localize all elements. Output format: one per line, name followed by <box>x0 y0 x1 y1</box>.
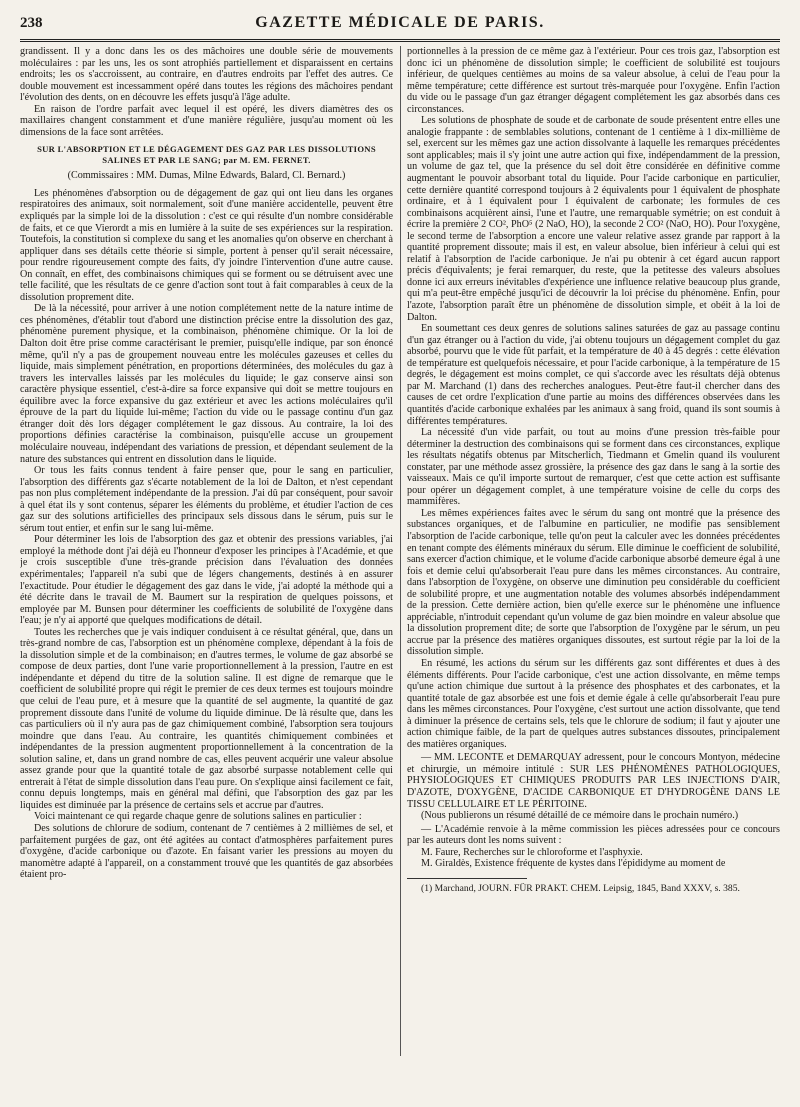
paragraph: M. Giraldès, Existence fréquente de kystes dans l'épididyme au moment de <box>421 858 726 870</box>
paragraph: Or tous les faits connus tendent à faire penser que, pour le sang en particulier, l'absorption des différents gaz s'écarte notablement de la loi de Dalton, et n'est cependant pas non plus complétement indépendante de la pression. J'ai dû par conséquent, pour savoir à quel état ils y sont contenus, séparer les éléments du problème, et étudier l'action de ces gaz sur des solutions artificielles des principaux sels dissous dans le sérum, puis sur le sérum tout entier, et enfin sur le sang lui-même. <box>20 465 393 534</box>
page-number: 238 <box>20 15 43 31</box>
page-header <box>20 14 780 36</box>
paragraph: Des solutions de chlorure de sodium, contenant de 7 centièmes à 2 millièmes de sel, et parfaitement purgées de gaz, ont été agitées au contact d'atmosphères parfaitement pures d'oxygène, d'acide carbonique ou d'azote. En faisant varier les pressions au moyen du manomètre adapté à l'appareil, on a constamment trouvé que les quantités de gaz absorbées étaient pro- <box>20 823 393 881</box>
paragraph: Pour déterminer les lois de l'absorption des gaz et obtenir des pressions variables, j'ai employé la méthode dont j'ai déjà eu l'honneur d'exposer les principes à l'Académie, et que je crois susceptible d'une très-grande précision dans l'évaluation des données expérimentales; l'appareil n'a subi que de légers changements, destinés à en assurer l'exactitude. Pour étudier le dégagement des gaz dans le vide, j'ai adopté la méthode qui a été décrite dans le travail de M. Baumert sur la respiration de quelques poissons, et employée par M. Bunsen pour déterminer les coefficients de solubilité de l'oxygène dans l'eau; je n'y ai apporté que quelques modifications de détail. <box>20 534 393 627</box>
footnote: (1) Marchand, JOURN. FÜR PRAKT. CHEM. Leipsig, 1845, Band XXXV, s. 385. <box>421 882 740 894</box>
commission-line: (Commissaires : MM. Dumas, Milne Edwards, Balard, Cl. Bernard.) <box>67 170 346 182</box>
paragraph: En raison de l'ordre parfait avec lequel il est opéré, les divers diamètres des os maxillaires changent constamment et d'une manière régulière, jusqu'au moment où les dimensions de la face sont arrêtées. <box>20 103 393 138</box>
article-title: SUR L'ABSORPTION ET LE DÉGAGEMENT DES GAZ PAR LES DISSOLUTIONS SALINES ET PAR LE SANG; par M. EM. FERNET. <box>37 144 376 166</box>
footnote-rule <box>407 878 527 879</box>
paragraph: En résumé, les actions du sérum sur les différents gaz sont différentes et dues à des éléments différents. Pour l'acide carbonique, c'est une action dissolvante, en même temps qu'une action chimique due surtout à la présence des phosphates et des carbonates, et la quantité totale de gaz absorbée est une fois et demie égale à celle qu'absorberait l'eau pure dans les mêmes circonstances. Pour l'oxygène, c'est surtout une action dissolvante, que tend à diminuer la présence de certains sels, tels que le chlorure de sodium; il faut y ajouter une action chimique faible, de la part de quelques autres substances dissoutes, principalement des matières organiques. <box>407 657 780 750</box>
paragraph: portionnelles à la pression de ce même gaz à l'extérieur. Pour ces trois gaz, l'absorption est donc ici un phénomène de dissolution simple; le coefficient de solubilité est toujours inférieur, de quelques centièmes au moins de sa valeur absolue, à celui de l'eau pour la même température; cette différence est surtout très-marquée pour l'oxygène. Enfin l'action du vide ou le passage d'un gaz étranger dégagent complétement les gaz absorbés dans ces circonstances. <box>407 46 780 115</box>
right-column <box>407 46 780 1086</box>
paragraph: De là la nécessité, pour arriver à une notion complétement nette de la nature intime de ces phénomènes, d'établir tout d'abord une distinction précise entre la dissolution des gaz, phénomène purement physique, et la combinaison, phénomène chimique. Or la loi de Dalton doit être prise comme caractérisant le premier, puisqu'elle indique, par son énoncé même, qu'il n'y a pas de groupement nouveau entre les molécules gazeuses et celles du liquide, mais simplement pénétration, en proportions déterminées, des molécules du gaz à travers les intervalles laissés par les molécules du liquide; le gaz conserve ainsi son caractère physique essentiel, c'est-à-dire sa force expansive qui doit se mettre toujours en équilibre avec la force expansive du gaz extérieur et avec les actions moléculaires qu'il éprouve de la part du liquide lui-même; l'action du vide ou le passage continu d'un gaz étranger doit dès lors dégager complétement le gaz dissous. Au contraire, la loi des proportions définies caractérise la combinaison, puisqu'elle accuse un groupement moléculaire nouveau, indépendant des variations de pression, et dépendant seulement de la nature des substances qui entrent en dissolution dans le liquide. <box>20 303 393 465</box>
paragraph: grandissent. Il y a donc dans les os des mâchoires une double série de mouvements moléculaires : par les uns, les os sont atrophiés partiellement et disparaissent en certains endroits; les os s'accroissent, au contraire, en d'autres endroits par l'effet des autres. Ce double mouvement est incessamment opéré dans toutes les régions des mâchoires pendant l'évolution des dents, on en découvre les effets jusqu'à l'âge adulte. <box>20 46 393 104</box>
paragraph: Voici maintenant ce qui regarde chaque genre de solutions salines en particulier : <box>34 811 362 823</box>
paragraph: Les solutions de phosphate de soude et de carbonate de soude présentent entre elles une analogie frappante : de semblables solutions, contenant de 1 centième à 1 dix-millième de sel, exercent sur les mêmes gaz une action dissolvante à laquelle les remarques précédentes sont applicables; mais il s'y joint une autre action qui fixe, indépendamment de la pression, un volume de gaz tel, que la présence du sel doit être considérée en définitive comme augmentant le pouvoir absorbant total du liquide. Pour l'acide carbonique en particulier, cette dernière quantité correspond toujours à 2 équivalents pour 1 équivalent de phosphate ordinaire, et à 1 équivalent pour 1 équivalent de carbonate; les formules de ces combinaisons acquièrent ainsi, l'une et l'autre, une remarquable symétrie; on est conduit à écrire la première 2 CO², PhO⁵ (2 NaO, HO), la seconde 2 CO² (NaO, HO). Pour l'oxygène, le second terme de l'absorption a encore une valeur relative assez grande par rapport à la quantité proprement dissoute; mais il est, en valeur absolue, bien inférieur à celui qui est relatif à l'absorption de l'acide carbonique. Je n'ai pu obtenir à cet égard aucun rapport précis d'équivalents; je ferai remarquer, du reste, que la petitesse des valeurs absolues donne ici aux erreurs inévitables d'expérience une influence relative beaucoup plus grande, qui m'a peut-être empêché jusqu'ici de découvrir la loi précise du phénomène. Enfin, pour l'azote, l'absorption paraît être un phénomène de dissolution simple, et obéit à la loi de Dalton. <box>407 115 780 323</box>
paragraph: — MM. LECONTE et DEMARQUAY adressent, pour le concours Montyon, médecine et chirurgie, un mémoire intitulé : SUR LES PHÉNOMÈNES PATHOLOGIQUES, PHYSIOLOGIQUES ET CHIMIQUES PRODUITS PAR LES INJECTIONS D'AIR, D'AZOTE, D'OXYGÈNE, D'ACIDE CARBONIQUE ET D'HYDROGÈNE DANS LE TISSU CELLULAIRE ET LE PÉRITOINE. <box>407 752 780 810</box>
header-rule <box>20 39 780 42</box>
paragraph: La nécessité d'un vide parfait, ou tout au moins d'une pression très-faible pour déterminer la destruction des combinaisons qui se forment dans ces circonstances, explique les résultats négatifs obtenus par Mitscherlich, Tiedmann et Gmelin quand ils voulurent constater, par une méthode assez grossière, la présence des gaz dans le sang à la sortie des vaisseaux. Mais ce qu'il importe surtout de remarquer, c'est que cette action est suffisante pour opérer un dégagement complet, à une température voisine de celle du corps des mammifères. <box>407 427 780 508</box>
left-column <box>20 46 393 1086</box>
journal-title: GAZETTE MÉDICALE DE PARIS. <box>255 14 545 31</box>
paragraph: M. Faure, Recherches sur le chloroforme et l'asphyxie. <box>421 846 643 858</box>
paragraph: Les phénomènes d'absorption ou de dégagement de gaz qui ont lieu dans les organes respiratoires des animaux, soit normalement, soit d'une manière accidentelle, peuvent être expliqués par la simple loi de la dissolution : c'est ce qui résulte d'un nombre considérable de faits, et ce que Vierordt a mis en lumière à la suite de ses expériences sur la respiration. Toutefois, la constitution si complexe du sang et les anomalies qu'on observe en cherchant à appliquer dans ses détails cette théorie si simple, portent à penser qu'il serait nécessaire, pour rendre rigoureusement compte des faits, d'y joindre l'intervention d'une autre cause. On connaît, en effet, des combinaisons chimiques qui se forment ou se détruisent avec une telle facilité, que les résultats de ce genre d'action sont tout à fait comparables à ceux de la dissolution proprement dite. <box>20 187 393 303</box>
paragraph: En soumettant ces deux genres de solutions salines saturées de gaz au passage continu d'un gaz étranger ou à l'action du vide, j'ai obtenu toujours un dégagement complet du gaz absorbé, pourvu que le vide fût parfait, et la température de 40 à 45 degrés : cette élévation de température est quelquefois nécessaire, et pour l'acide carbonique, à la température de 15 degrés, le dégagement est moins complet, ce qui s'accorde avec les résultats déjà obtenus par M. Marchand (1) dans des recherches analogues. Peut-être faut-il chercher dans des causes de cet ordre l'explication d'une partie au moins des différences observées dans les quantités d'acide carbonique exhalées par les animaux à sang froid, quand ils sont soumis à différentes températures. <box>407 323 780 427</box>
text-columns <box>20 46 780 1086</box>
paragraph: Toutes les recherches que je vais indiquer conduisent à ce résultat général, que, dans un très-grand nombre de cas, l'absorption est un phénomène complexe, dépendant à la fois de la dissolution simple et de la combinaison; en d'autres termes, le volume de gaz absorbé se compose de deux parties, dont l'une varie proportionnellement à la pression, l'autre en est indépendante et dépend du titre de la solution saline. Il est digne de remarque que le coefficient de solubilité propre qui régit le premier de ces deux termes est toujours moindre que celui de l'eau pure, et à mesure que la quantité de sel augmente, la quantité de gaz proprement dissoute dans l'unité de volume du liquide diminue. De là résulte que, dans les cas particuliers où il n'y aura pas de gaz chimiquement combiné, l'absorption sera toujours moindre que dans l'eau. Au contraire, les quantités chimiquement combinées et indépendantes de la pression augmentent proportionnellement à la concentration de la solution saline, et, dans un grand nombre de cas, elles peuvent acquérir une valeur absolue assez grande pour que la quantité totale de gaz absorbé surpasse notablement celle qui entrerait à l'état de simple dissolution dans l'eau pure. On s'explique ainsi facilement ce fait, connu depuis longtemps, mais en général mal défini, que l'absorption des gaz par les liquides est diminuée par la présence de certains sels et accrue par d'autres. <box>20 626 393 811</box>
paragraph: — L'Académie renvoie à la même commission les pièces adressées pour ce concours par les auteurs dont les noms suivent : <box>407 823 780 847</box>
paragraph: (Nous publierons un résumé détaillé de ce mémoire dans le prochain numéro.) <box>421 810 739 822</box>
paragraph: Les mêmes expériences faites avec le sérum du sang ont montré que la présence des substances organiques, et de l'albumine en particulier, ne modifie pas sensiblement l'absorption de l'acide carbonique, telle qu'on peut la calculer avec les données précédentes en tenant compte des éléments minéraux du sérum. Elle diminue le coefficient de solubilité, sans exercer d'action chimique, et le volume d'acide carbonique absorbé demeure égal à une fois et demie celui qu'absorberait l'eau pure dans les mêmes circonstances. Au contraire, dans l'absorption de l'oxygène, on observe une diminution peu considérable du coefficient de solubilité propre, et une augmentation notable des volumes absorbés indépendamment de la pression. Cette dernière action, bien qu'elle exerce sur le phénomène une influence appréciable, n'introduit cependant qu'un volume de gaz bien moindre en valeur absolue que la dissolution proprement dite; de sorte que l'absorption de l'oxygène par le sérum, un peu accrue par la présence des matières organiques dissoutes, est surtout régie par la loi de la dissolution simple. <box>407 507 780 658</box>
